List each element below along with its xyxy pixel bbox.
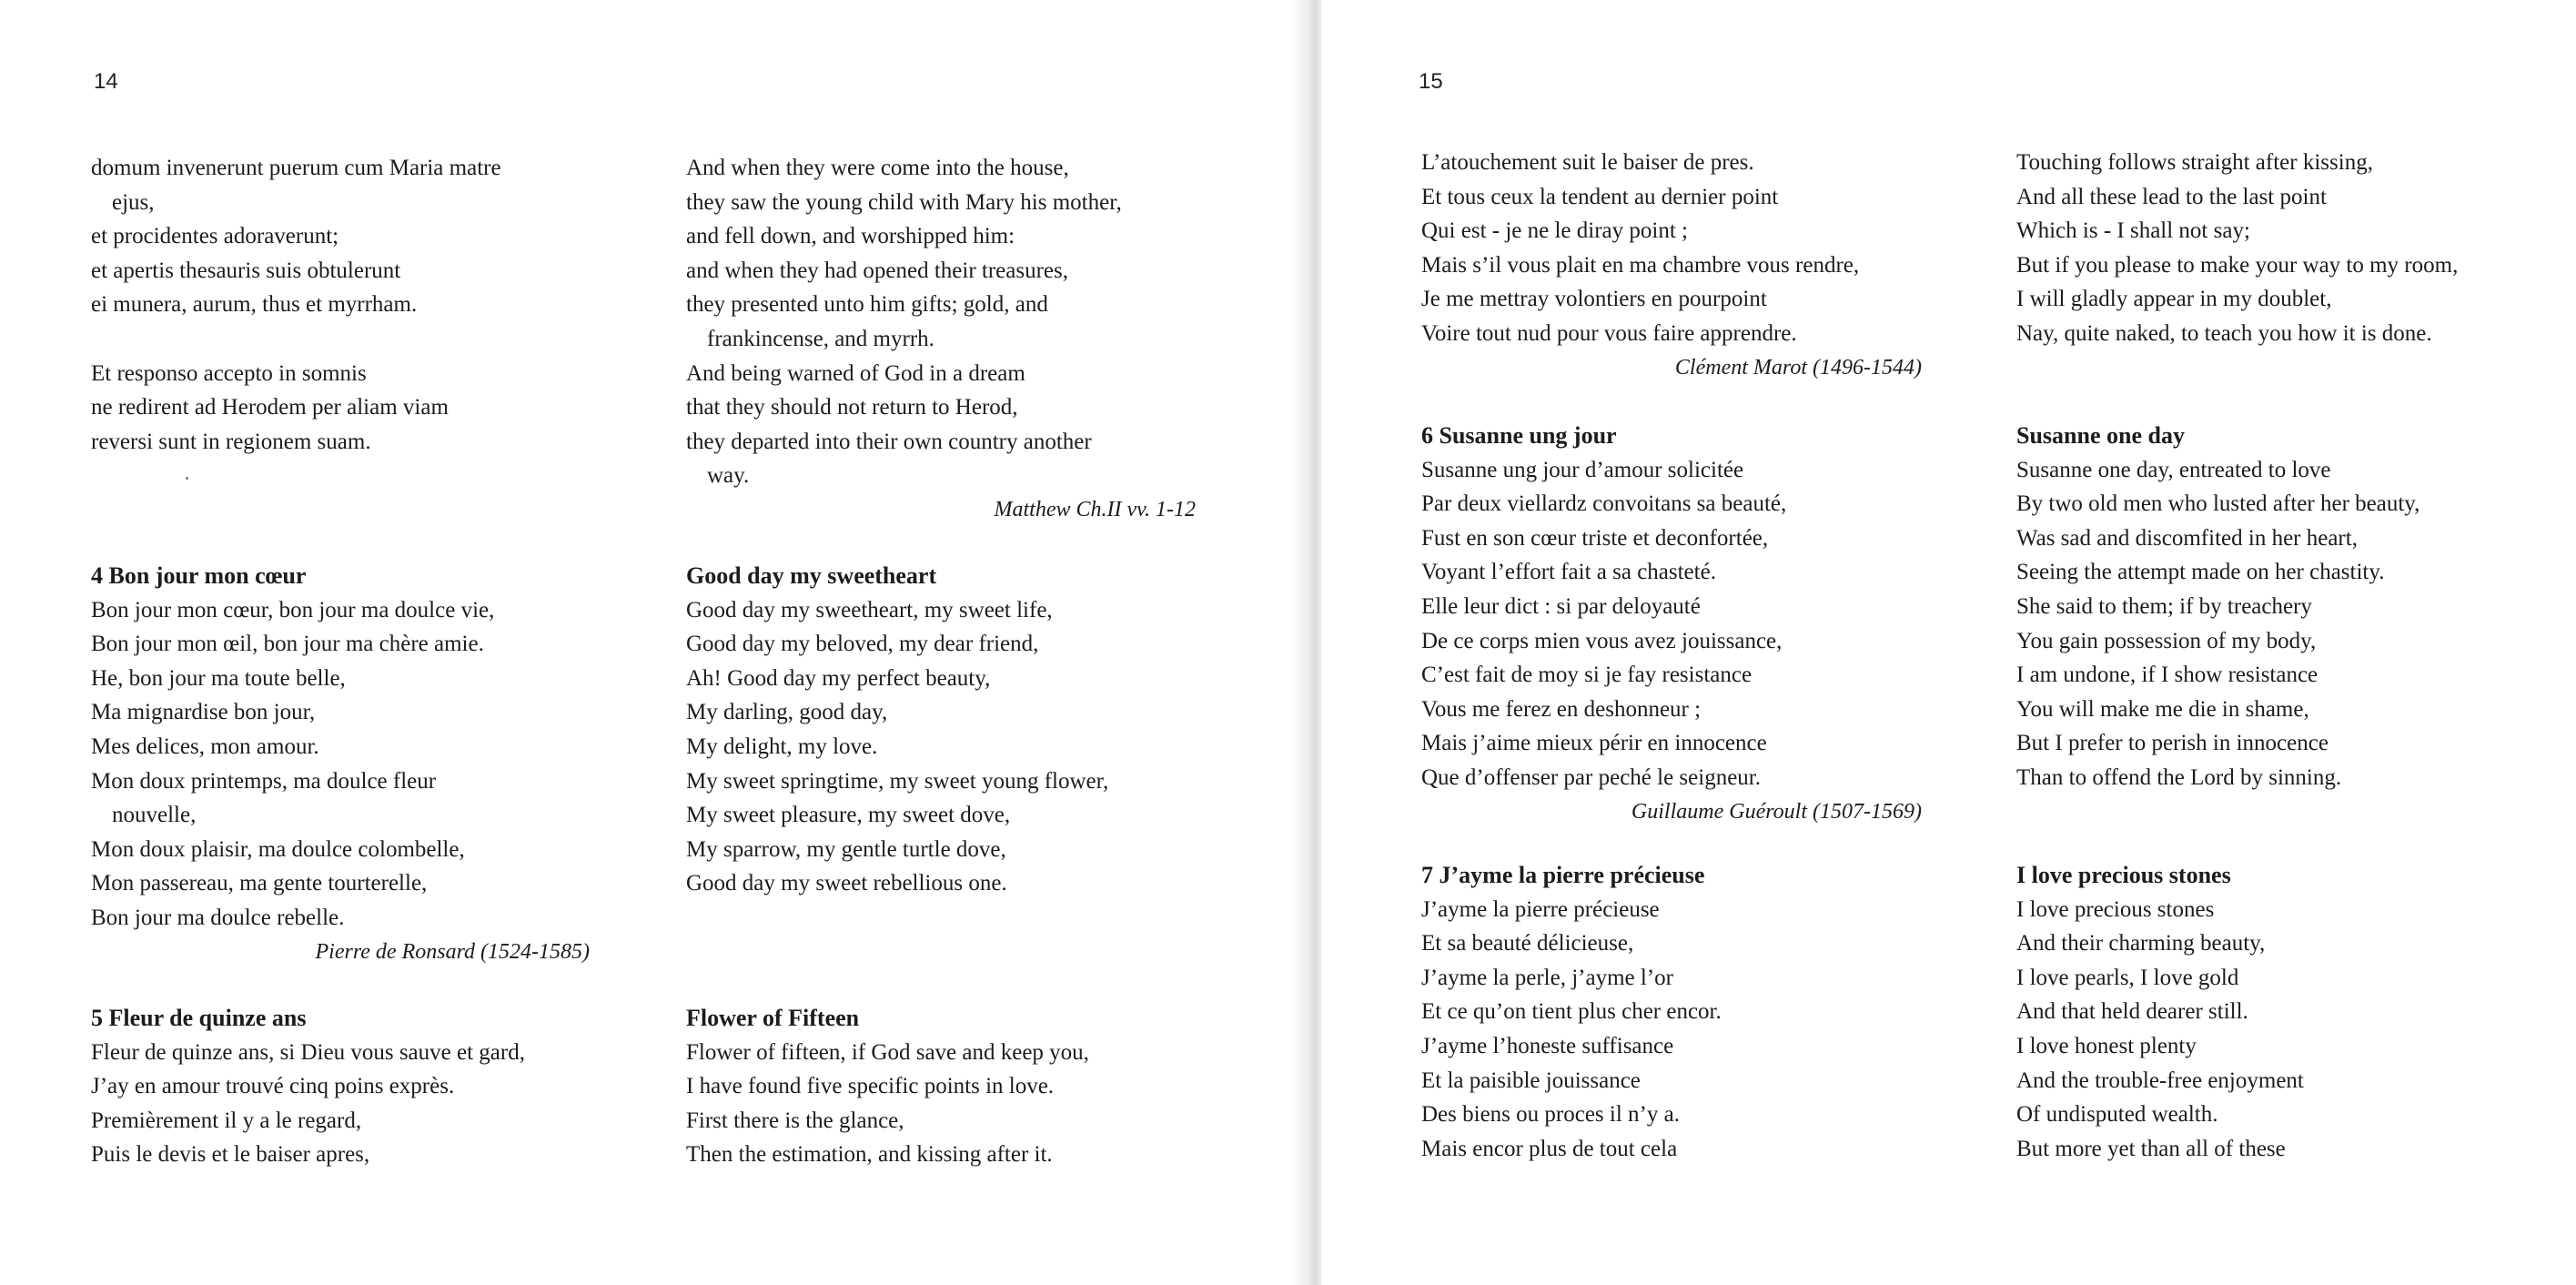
- verse-line: Mais j’aime mieux périr en innocence: [1421, 731, 1767, 756]
- verse-line: Premièrement il y a le regard,: [91, 1108, 362, 1133]
- verse-line: Ah! Good day my perfect beauty,: [686, 665, 991, 691]
- verse-line: Des biens ou proces il n’y a.: [1421, 1102, 1680, 1128]
- verse-line: But more yet than all of these: [2016, 1136, 2286, 1161]
- verse-line: I have found five specific points in love.: [686, 1074, 1055, 1099]
- attribution: Clément Marot (1496-1544): [1674, 355, 1922, 379]
- latin-line: ne redirent ad Herodem per aliam viam: [91, 395, 449, 420]
- song-heading: I love precious stones: [2016, 862, 2231, 888]
- verse-line: You gain possession of my body,: [2016, 628, 2317, 653]
- song-5-french: [91, 1001, 601, 1172]
- latin-line-blank: [91, 322, 601, 357]
- verse-line: My sweet springtime, my sweet young flower,: [686, 768, 1109, 794]
- verse-line: Mais encor plus de tout cela: [1421, 1136, 1678, 1161]
- verse-line: And their charming beauty,: [2016, 931, 2266, 956]
- verse-line: Que d’offenser par peché le seigneur.: [1421, 764, 1761, 790]
- latin-line: Et responso accepto in somnis: [91, 360, 367, 386]
- song-heading: Flower of Fifteen: [686, 1005, 860, 1031]
- verse-line: Et la paisible jouissance: [1421, 1067, 1641, 1093]
- song-heading: 4 Bon jour mon cœur: [91, 562, 307, 589]
- verse-line: Susanne one day, entreated to love: [2016, 457, 2331, 482]
- verse-line: Nay, quite naked, to teach you how it is done.: [2016, 320, 2432, 346]
- song-4-french: [91, 559, 601, 969]
- song-heading: 6 Susanne ung jour: [1421, 422, 1617, 449]
- speck-mark: [186, 477, 188, 480]
- verse-line: Seeing the attempt made on her chastity.: [2016, 560, 2385, 585]
- verse-line: I love pearls, I love gold: [2016, 965, 2239, 990]
- verse-line: And all these lead to the last point: [2016, 184, 2327, 209]
- english-line: they presented unto him gifts; gold, and: [686, 292, 1048, 318]
- song-heading: 5 Fleur de quinze ans: [91, 1005, 307, 1031]
- verse-line: Et sa beauté délicieuse,: [1421, 931, 1634, 956]
- verse-line: De ce corps mien vous avez jouissance,: [1421, 628, 1783, 653]
- verse-line: Par deux viellardz convoitans sa beauté,: [1421, 491, 1787, 517]
- verse-line: Which is - I shall not say;: [2016, 218, 2250, 244]
- verse-line: He, bon jour ma toute belle,: [91, 665, 346, 691]
- verse-line: Qui est - je ne le diray point ;: [1421, 218, 1688, 244]
- attribution: Matthew Ch.II vv. 1-12: [994, 497, 1196, 521]
- song-6-french: [1421, 419, 1931, 829]
- verse-line: Susanne ung jour d’amour solicitée: [1421, 457, 1744, 482]
- verse-line: She said to them; if by treachery: [2016, 593, 2312, 619]
- verse-line: My sparrow, my gentle turtle dove,: [686, 836, 1006, 862]
- verse-line: Touching follows straight after kissing,: [2016, 150, 2373, 175]
- verse-line: J’ayme la perle, j’ayme l’or: [1421, 965, 1673, 990]
- verse-line: And the trouble-free enjoyment: [2016, 1067, 2304, 1093]
- verse-line: J’ayme la pierre précieuse: [1421, 896, 1660, 922]
- verse-line: First there is the glance,: [686, 1108, 904, 1133]
- verse-line: Et ce qu’on tient plus cher encor.: [1421, 999, 1722, 1025]
- latin-line: ei munera, aurum, thus et myrrham.: [91, 292, 418, 318]
- verse-line: Voire tout nud pour vous faire apprendre.: [1421, 320, 1797, 346]
- verse-line: Bon jour ma doulce rebelle.: [91, 905, 345, 930]
- latin-line: et procidentes adoraverunt;: [91, 224, 339, 249]
- verse-line: Mon passereau, ma gente tourterelle,: [91, 871, 428, 896]
- verse-line: J’ay en amour trouvé cinq poins exprès.: [91, 1074, 455, 1099]
- song-heading: Susanne one day: [2016, 422, 2185, 449]
- verse-line: Good day my sweetheart, my sweet life,: [686, 597, 1053, 622]
- latin-line: domum invenerunt puerum cum Maria matre: [91, 156, 501, 180]
- verse-line: J’ayme l’honeste suffisance: [1421, 1033, 1674, 1058]
- song-heading: 7 J’ayme la pierre précieuse: [1421, 862, 1705, 888]
- verse-line: Mes delices, mon amour.: [91, 734, 319, 759]
- english-line: that they should not return to Herod,: [686, 395, 1018, 420]
- english-line: they departed into their own country another: [686, 429, 1092, 454]
- verse-line: My delight, my love.: [686, 734, 878, 759]
- page-number: 14: [94, 69, 118, 94]
- verse-line: Elle leur dict : si par deloyauté: [1421, 593, 1701, 619]
- verse-line: L’atouchement suit le baiser de pres.: [1421, 150, 1754, 175]
- verse-line: Mon doux printemps, ma doulce fleur: [91, 768, 437, 794]
- verse-line: I will gladly appear in my doublet,: [2016, 287, 2332, 312]
- verse-line: And that held dearer still.: [2016, 999, 2248, 1025]
- english-line: frankincense, and myrrh.: [707, 326, 934, 351]
- verse-line: I love honest plenty: [2016, 1033, 2197, 1058]
- latin-line: reversi sunt in regionem suam.: [91, 429, 371, 454]
- verse-line: You will make me die in shame,: [2016, 696, 2309, 722]
- english-line: and fell down, and worshipped him:: [686, 224, 1015, 249]
- verse-line: My darling, good day,: [686, 700, 888, 725]
- verse-line: Et tous ceux la tendent au dernier point: [1421, 184, 1779, 209]
- english-continuation: [2016, 146, 2562, 351]
- verse-line: Flower of fifteen, if God save and keep you,: [686, 1039, 1089, 1065]
- song-heading: Good day my sweetheart: [686, 562, 937, 589]
- verse-line: Bon jour mon cœur, bon jour ma doulce vie,: [91, 597, 495, 622]
- verse-line: Good day my beloved, my dear friend,: [686, 632, 1039, 657]
- verse-line: Good day my sweet rebellious one.: [686, 871, 1007, 896]
- english-line: way.: [707, 463, 750, 489]
- verse-line: C’est fait de moy si je fay resistance: [1421, 663, 1753, 688]
- page-right: [1321, 0, 2576, 1285]
- english-line: and when they had opened their treasures,: [686, 258, 1068, 283]
- attribution: Guillaume Guéroult (1507-1569): [1631, 799, 1922, 824]
- verse-line: But if you please to make your way to my room,: [2016, 252, 2459, 278]
- verse-line: Bon jour mon œil, bon jour ma chère amie.: [91, 632, 484, 657]
- song-4-english: [686, 559, 1196, 901]
- verse-line: Than to offend the Lord by sinning.: [2016, 764, 2342, 790]
- latin-line: ejus,: [112, 189, 155, 215]
- verse-line: nouvelle,: [112, 803, 197, 828]
- verse-line: Of undisputed wealth.: [2016, 1102, 2218, 1128]
- english-line: And when they were come into the house,: [686, 156, 1069, 180]
- verse-line: Voyant l’effort fait a sa chasteté.: [1421, 560, 1716, 585]
- song-5-english: [686, 1001, 1196, 1172]
- french-continuation: [1421, 146, 1931, 385]
- english-line: they saw the young child with Mary his mother,: [686, 189, 1122, 215]
- verse-line: Ma mignardise bon jour,: [91, 700, 316, 725]
- verse-line: My sweet pleasure, my sweet dove,: [686, 803, 1011, 828]
- verse-line: Puis le devis et le baiser apres,: [91, 1142, 370, 1168]
- verse-line: By two old men who lusted after her beauty,: [2016, 491, 2420, 517]
- verse-line: I am undone, if I show resistance: [2016, 663, 2318, 688]
- song-7-french: [1421, 858, 1931, 1166]
- attribution: Pierre de Ronsard (1524-1585): [315, 939, 590, 964]
- latin-line: et apertis thesauris suis obtulerunt: [91, 258, 401, 283]
- verse-line: I love precious stones: [2016, 896, 2215, 922]
- latin-text-block: [91, 151, 601, 459]
- song-6-english: [2016, 419, 2562, 795]
- verse-line: Fust en son cœur triste et deconfortée,: [1421, 525, 1769, 551]
- verse-line: Mon doux plaisir, ma doulce colombelle,: [91, 836, 465, 862]
- verse-line: Mais s’il vous plait en ma chambre vous rendre,: [1421, 252, 1860, 278]
- verse-line: But I prefer to perish in innocence: [2016, 731, 2329, 756]
- verse-line: Then the estimation, and kissing after it.: [686, 1142, 1053, 1168]
- verse-line: Fleur de quinze ans, si Dieu vous sauve et gard,: [91, 1039, 525, 1065]
- page-number: 15: [1419, 69, 1443, 94]
- verse-line: Vous me ferez en deshonneur ;: [1421, 696, 1702, 722]
- verse-line: Was sad and discomfited in her heart,: [2016, 525, 2358, 551]
- song-7-english: [2016, 858, 2562, 1166]
- english-text-block: [686, 151, 1196, 528]
- verse-line: Je me mettray volontiers en pourpoint: [1421, 287, 1767, 312]
- english-line: And being warned of God in a dream: [686, 360, 1025, 386]
